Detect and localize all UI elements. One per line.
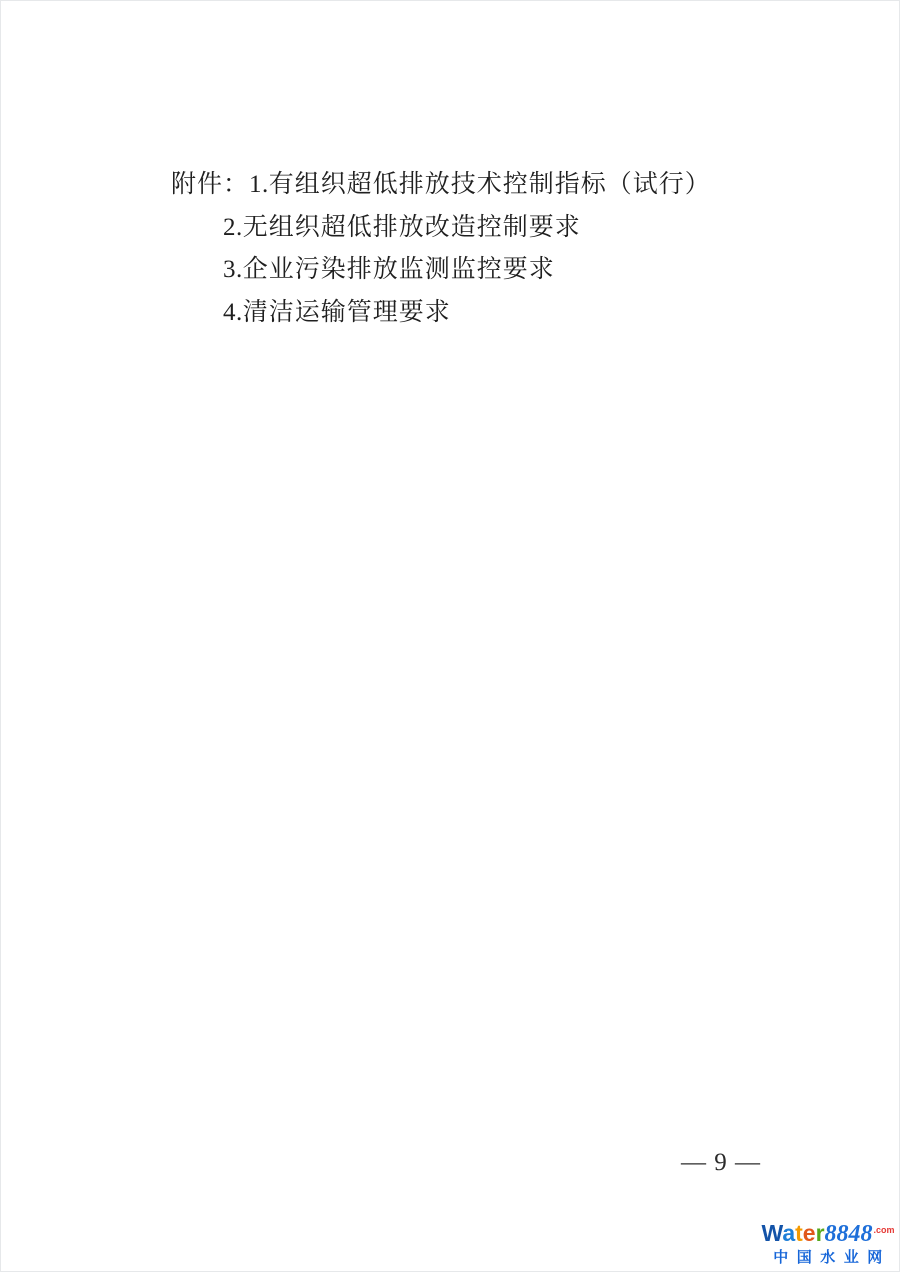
attachment-item-text: 有组织超低排放技术控制指标（试行） <box>268 171 711 198</box>
attachment-item-text: 企业污染排放监测监控要求 <box>242 256 555 283</box>
brand-letter: r <box>815 1220 825 1246</box>
attachment-item-number: 1. <box>249 171 269 198</box>
attachment-list <box>171 164 711 334</box>
watermark-brand-tld: .com <box>873 1225 895 1235</box>
attachment-label: 附件： <box>171 171 250 198</box>
watermark-brand-number: 8848 <box>824 1221 873 1247</box>
attachment-item-text: 无组织超低排放改造控制要求 <box>242 213 581 241</box>
water8848-watermark-logo <box>762 1220 894 1267</box>
attachment-item-text: 清洁运输管理要求 <box>242 298 451 326</box>
brand-letter: e <box>802 1220 816 1246</box>
attachment-item-number: 3. <box>223 256 243 283</box>
watermark-brand-word <box>761 1220 824 1246</box>
attachment-item <box>171 164 711 207</box>
attachment-item-number: 4. <box>223 298 243 326</box>
brand-letter: a <box>782 1220 796 1246</box>
attachment-item-number: 2. <box>223 213 243 241</box>
attachment-item <box>223 207 711 250</box>
watermark-brand-row <box>762 1220 894 1246</box>
attachment-item <box>223 249 711 292</box>
brand-letter: W <box>761 1220 783 1246</box>
watermark-site-name: 中国水业网 <box>773 1249 891 1266</box>
page-number: — 9 — <box>681 1149 761 1176</box>
attachment-item <box>223 292 711 335</box>
brand-letter: t <box>795 1220 803 1246</box>
